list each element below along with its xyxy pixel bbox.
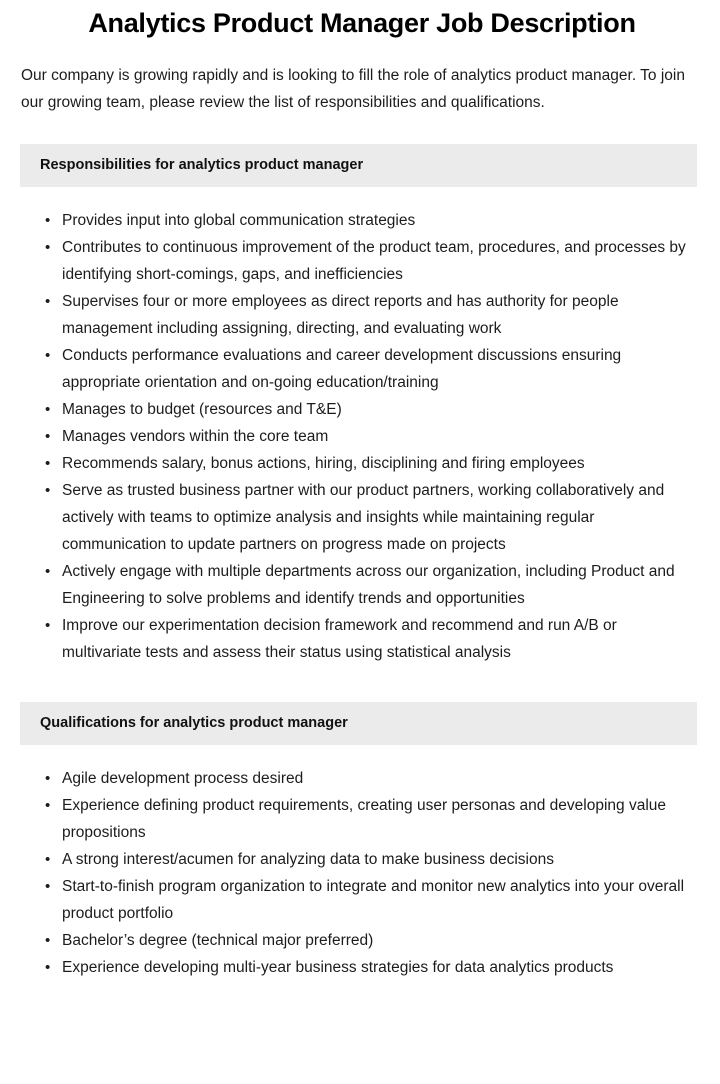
- section-responsibilities: [0, 144, 720, 666]
- list-item: • Agile development process desired: [45, 765, 698, 792]
- list-item: • Start-to-finish program organization to integrate and monitor new analytics into your overall product portfolio: [45, 873, 698, 927]
- page-title: Analytics Product Manager Job Description: [88, 8, 636, 38]
- list-item: • Contributes to continuous improvement of the product team, procedures, and processes by identifying short-comings, gaps, and inefficiencies: [45, 234, 698, 288]
- list-item: • Provides input into global communication strategies: [45, 207, 698, 234]
- responsibilities-list: [0, 187, 720, 666]
- list-item: • Manages vendors within the core team: [45, 423, 698, 450]
- list-item: • Actively engage with multiple departments across our organization, including Product and Engineering to solve problems and identify trends and opportunities: [45, 558, 698, 612]
- section-header-responsibilities: [20, 144, 697, 187]
- list-item: • Serve as trusted business partner with our product partners, working collaboratively and actively with teams to optimize analysis and insights while maintaining regular communication to update partners on progress made on projects: [45, 477, 698, 558]
- section-header-qualifications: [20, 702, 697, 745]
- list-item: • Experience developing multi-year business strategies for data analytics products: [45, 954, 698, 981]
- list-item: • Supervises four or more employees as direct reports and has authority for people management including assigning, directing, and evaluating work: [45, 288, 698, 342]
- qualifications-list: [0, 745, 720, 981]
- section-heading-label: Responsibilities for analytics product manager: [40, 157, 364, 173]
- list-item: • Manages to budget (resources and T&E): [45, 396, 698, 423]
- section-heading-label: Qualifications for analytics product manager: [40, 715, 348, 731]
- list-item: • Conducts performance evaluations and career development discussions ensuring appropriate orientation and on-going education/training: [45, 342, 698, 396]
- section-qualifications: [0, 702, 720, 981]
- list-item: • Bachelor’s degree (technical major preferred): [45, 927, 698, 954]
- list-item: • Improve our experimentation decision framework and recommend and run A/B or multivariate tests and assess their status using statistical analysis: [45, 612, 698, 666]
- list-item: • Recommends salary, bonus actions, hiring, disciplining and firing employees: [45, 450, 698, 477]
- list-item: • A strong interest/acumen for analyzing data to make business decisions: [45, 846, 698, 873]
- list-item: • Experience defining product requirements, creating user personas and developing value propositions: [45, 792, 698, 846]
- intro-paragraph: Our company is growing rapidly and is looking to fill the role of analytics product manager. To join our growing team, please review the list of responsibilities and qualifications.: [21, 67, 685, 111]
